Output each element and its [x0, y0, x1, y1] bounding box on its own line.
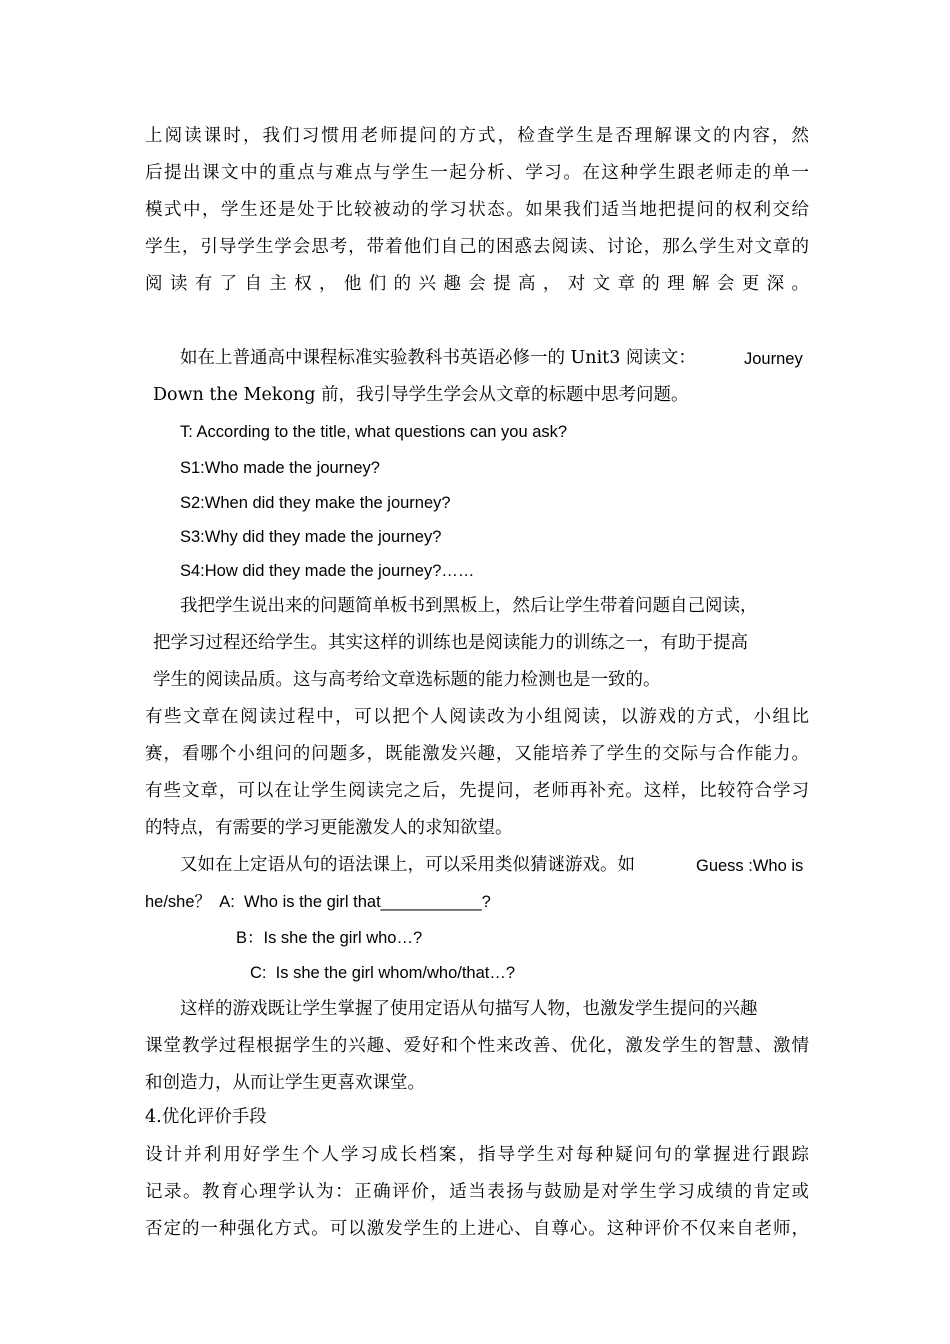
dialog-teacher: T: According to the title, what questions can you ask? — [180, 423, 568, 441]
guess-option-b: B：Is she the girl who…? — [236, 929, 423, 947]
p1-line2: 后提出课文中的重点与难点与学生一起分析、学习。在这种学生跟老师走的单一 — [145, 163, 809, 183]
p3-line1: 我把学生说出来的问题简单板书到黑板上，然后让学生带着问题自己阅读， — [180, 596, 758, 616]
p4-line1: 有些文章在阅读过程中，可以把个人阅读改为小组阅读，以游戏的方式，小组比 — [145, 707, 809, 727]
p6-line2: 课堂教学过程根据学生的兴趣、爱好和个性来改善、优化，激发学生的智慧、激情 — [145, 1036, 809, 1056]
p1-line3: 模式中，学生还是处于比较被动的学习状态。如果我们适当地把提问的权利交给 — [145, 200, 809, 220]
dialog-s2: S2:When did they make the journey? — [180, 494, 451, 512]
guess-option-a: he/she？ A: Who is the girl that___________? — [145, 893, 491, 911]
p6-line1: 这样的游戏既让学生掌握了使用定语从句描写人物，也激发学生提问的兴趣 — [180, 999, 758, 1019]
dialog-s1: S1:Who made the journey? — [180, 459, 380, 477]
p3-line3: 学生的阅读品质。这与高考给文章选标题的能力检测也是一致的。 — [153, 670, 661, 690]
p2-line2: Down the Mekong 前，我引导学生学会从文章的标题中思考问题。 — [153, 385, 689, 405]
p4-line2: 赛，看哪个小组问的问题多，既能激发兴趣，又能培养了学生的交际与合作能力。 — [145, 744, 809, 764]
guess-option-c: C: Is she the girl whom/who/that…? — [250, 964, 516, 982]
p6-line3: 和创造力，从而让学生更喜欢课堂。 — [145, 1073, 425, 1093]
p7-line2: 记录。教育心理学认为：正确评价，适当表扬与鼓励是对学生学习成绩的肯定或 — [145, 1182, 809, 1202]
dialog-s3: S3:Why did they made the journey? — [180, 528, 442, 546]
p7-line3: 否定的一种强化方式。可以激发学生的上进心、自尊心。这种评价不仅来自老师， — [145, 1219, 809, 1239]
p1-line1: 上阅读课时，我们习惯用老师提问的方式，检查学生是否理解课文的内容，然 — [145, 126, 809, 146]
p1-line4: 学生，引导学生学会思考，带着他们自己的困惑去阅读、讨论，那么学生对文章的 — [145, 237, 809, 257]
p1-line5: 阅读有了自主权，他们的兴趣会提高，对文章的理解会更深。 — [145, 274, 809, 294]
dialog-s4: S4:How did they made the journey?…… — [180, 562, 475, 580]
p7-line1: 设计并利用好学生个人学习成长档案，指导学生对每种疑问句的掌握进行跟踪 — [145, 1145, 809, 1165]
p2-line1: 如在上普通高中课程标准实验教科书英语必修一的 Unit3 阅读文： — [180, 348, 696, 368]
p3-line2: 把学习过程还给学生。其实这样的训练也是阅读能力的训练之一，有助于提高 — [153, 633, 748, 653]
p2-line1-english: Journey — [744, 350, 803, 368]
p5-line1: 又如在上定语从句的语法课上，可以采用类似猜谜游戏。如 — [180, 855, 635, 875]
p4-line3: 有些文章，可以在让学生阅读完之后，先提问，老师再补充。这样，比较符合学习 — [145, 781, 809, 801]
p5-line1-english: Guess :Who is — [696, 857, 804, 875]
p4-line4: 的特点，有需要的学习更能激发人的求知欲望。 — [145, 818, 513, 838]
section-heading: 4.优化评价手段 — [145, 1107, 267, 1127]
